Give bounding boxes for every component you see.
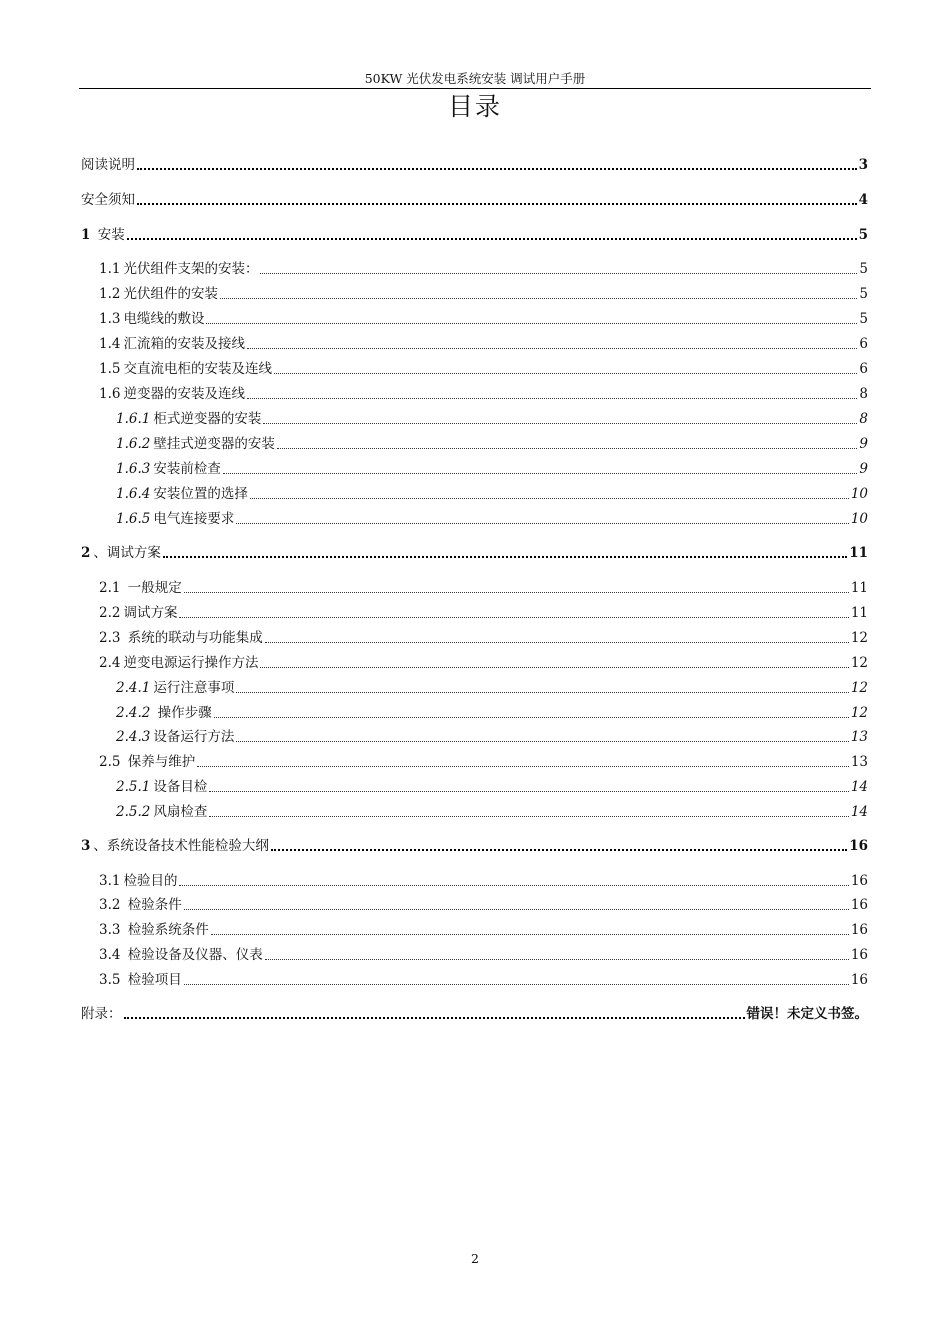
toc-entry[interactable] [99,381,868,403]
toc-entry-label: 逆变电源运行操作方法 [123,655,259,671]
toc-dot-leader [260,269,857,274]
toc-entry-page: 12 [850,680,868,696]
toc-entry-label: 附录： [81,1006,122,1022]
toc-entry-number: 2.4 [99,655,121,671]
toc-entry[interactable] [99,892,868,914]
toc-dot-leader [220,294,857,299]
toc-dot-leader [209,812,848,817]
toc-dot-leader [206,319,857,324]
toc-entry-title [116,410,261,428]
toc-entry-page: 9 [859,461,868,477]
toc-entry-number: 2.4.1 [116,680,151,696]
toc-entry-label: 汇流箱的安装及接线 [123,336,245,352]
toc-entry-title [116,510,234,528]
toc-entry-page: 13 [850,754,868,770]
toc-entry-label: 检验设备及仪器、仪表 [123,947,263,963]
toc-entry-number: 2.4.2 [116,705,151,721]
toc-dot-leader [184,588,849,593]
toc-dot-leader [250,494,849,499]
toc-entry-label: 检验条件 [123,897,182,913]
toc-entry-title [81,226,125,244]
toc-entry-title [81,544,161,562]
toc-entry-page: 16 [849,838,868,854]
toc-entry-page: 12 [850,655,868,671]
toc-dot-leader [184,905,849,910]
toc-entry[interactable] [99,749,868,771]
toc-entry-number: 1.3 [99,311,121,327]
toc-entry-page: 8 [859,386,868,402]
toc-dot-leader [184,980,849,985]
toc-dot-leader [214,713,849,718]
toc-dot-leader [247,394,857,399]
toc-entry-title [99,360,272,378]
toc-entry-title [81,1005,122,1023]
toc-entry[interactable] [81,187,868,209]
toc-entry-number: 1.2 [99,286,121,302]
toc-dot-leader [236,519,848,524]
toc-entry[interactable] [99,967,868,989]
toc-entry-number: 1.6.3 [116,461,151,477]
toc-entry-title [99,971,182,989]
toc-dot-leader [137,164,857,170]
toc-entry[interactable] [116,456,868,478]
page-title: 目录 [447,92,502,121]
toc-dot-leader [236,737,848,742]
toc-entry-label: 安全须知 [81,192,135,208]
toc-entry-label: 检验项目 [123,972,182,988]
toc-entry-number: 1.4 [99,336,121,352]
toc-entry-page: 6 [859,361,868,377]
toc-entry-label: 安装位置的选择 [153,486,248,502]
toc-entry-page: 13 [850,729,868,745]
toc-entry-page: 16 [850,897,868,913]
toc-entry[interactable] [99,306,868,328]
toc-entry-page: 16 [850,947,868,963]
toc-entry[interactable] [99,868,868,890]
toc-dot-leader [263,419,857,424]
toc-entry-title [116,679,234,697]
toc-entry-page: 11 [850,580,868,596]
toc-entry-title [99,285,218,303]
toc-dot-leader [163,552,847,558]
toc-dot-leader [197,762,849,767]
toc-entry-label: 保养与维护 [123,754,196,770]
toc-entry-number: 2.5.2 [116,804,151,820]
toc-entry-title [116,435,275,453]
toc-entry[interactable] [99,600,868,622]
toc-entry-title [99,260,258,278]
toc-dot-leader [260,663,848,668]
toc-entry-number: 1.6.4 [116,486,151,502]
toc-entry-label: 一般规定 [123,580,182,596]
toc-dot-leader [127,234,857,240]
toc-entry-number: 1.6.1 [116,411,151,427]
toc-entry-label: 光伏组件支架的安装： [123,261,259,277]
toc-dot-leader [223,469,858,474]
toc-entry-label: 系统的联动与功能集成 [123,630,263,646]
toc-entry-number: 1.6.5 [116,511,151,527]
toc-entry[interactable] [116,406,868,428]
toc-entry-number: 2.5.1 [116,779,151,795]
toc-entry-page: 14 [850,779,868,795]
toc-entry-number: 3.2 [99,897,121,913]
toc-entry-label: 检验系统条件 [123,922,209,938]
toc-entry[interactable] [99,256,868,278]
toc-entry[interactable] [81,833,868,855]
toc-entry-page: 14 [850,804,868,820]
toc-entry-label: 、系统设备技术性能检验大纲 [93,838,269,854]
toc-entry-page: 11 [849,545,868,561]
toc-entry-label: 调试方案 [123,605,178,621]
toc-dot-leader [236,688,848,693]
toc-entry[interactable] [81,540,868,562]
toc-entry-number: 1 [81,227,91,243]
toc-dot-leader [179,613,848,618]
toc-entry-number: 2.1 [99,580,121,596]
toc-dot-leader [265,955,849,960]
toc-entry-title [116,704,212,722]
toc-entry[interactable] [116,799,868,821]
toc-entry-title [99,629,263,647]
toc-entry-number: 3.4 [99,947,121,963]
toc-dot-leader [179,881,848,886]
toc-entry-title [116,728,234,746]
toc-dot-leader [271,845,847,851]
toc-entry-number: 3 [81,838,91,854]
toc-entry-title [99,654,258,672]
toc-entry-label: 阅读说明 [81,157,135,173]
toc-entry-label: 电缆线的敷设 [123,311,205,327]
toc-entry[interactable] [116,506,868,528]
toc-entry-number: 2.5 [99,754,121,770]
toc-entry[interactable] [81,152,868,174]
toc-entry[interactable] [116,431,868,453]
toc-entry-label: 壁挂式逆变器的安装 [153,436,275,452]
toc-entry-label: 操作步骤 [153,705,212,721]
toc-entry-page: 6 [859,336,868,352]
toc-entry-label: 检验目的 [123,873,178,889]
toc-dot-leader [209,787,848,792]
toc-entry-title [116,778,207,796]
toc-entry-title [99,604,177,622]
toc-entry-title [116,803,207,821]
toc-entry-title [99,896,182,914]
toc-entry-title [99,946,263,964]
toc-entry-page: 4 [858,192,868,208]
toc-entry-title [81,837,269,855]
toc-entry-title [99,310,204,328]
toc-entry-title [99,335,245,353]
toc-entry[interactable] [116,700,868,722]
toc-dot-leader [211,930,849,935]
toc-entry[interactable] [99,917,868,939]
toc-entry-number: 1.6 [99,386,121,402]
toc-entry-number: 2.4.3 [116,729,151,745]
toc-entry-label: 设备运行方法 [153,729,235,745]
toc-entry[interactable] [81,222,868,244]
toc-entry-title [116,485,248,503]
toc-entry-page: 12 [850,630,868,646]
toc-entry-title [99,385,245,403]
toc-entry[interactable] [99,575,868,597]
toc-entry[interactable] [99,281,868,303]
toc-entry-page: 5 [858,227,868,243]
toc-entry-number: 1.6.2 [116,436,151,452]
toc-entry-page: 5 [859,261,868,277]
toc-dot-leader [274,369,857,374]
toc-entry-label: 风扇检查 [153,804,208,820]
toc-entry[interactable] [99,331,868,353]
header-divider [79,88,871,89]
toc-entry-label: 电气连接要求 [153,511,235,527]
toc-dot-leader [137,199,857,205]
toc-entry-title [81,191,135,209]
toc-entry-page: 5 [859,311,868,327]
page-number: 2 [471,1251,479,1266]
toc-entry-title [99,579,182,597]
toc-entry-title [99,872,177,890]
toc-entry-page: 错误！未定义书签。 [746,1006,868,1022]
toc-entry-number: 3.3 [99,922,121,938]
running-header: 50KW 光伏发电系统安装 调试用户手册 [364,71,586,86]
toc-entry[interactable] [116,774,868,796]
toc-entry-page: 9 [859,436,868,452]
toc-entry-page: 16 [850,873,868,889]
toc-entry-page: 16 [850,922,868,938]
toc-entry-label: 设备目检 [153,779,208,795]
toc-entry[interactable] [99,356,868,378]
toc-entry[interactable] [116,675,868,697]
toc-entry-page: 16 [850,972,868,988]
toc-dot-leader [265,638,849,643]
toc-entry-label: 光伏组件的安装 [123,286,218,302]
toc-entry-number: 2.2 [99,605,121,621]
toc-entry-title [99,753,195,771]
toc-entry-label: 逆变器的安装及连线 [123,386,245,402]
toc-entry-page: 10 [850,486,868,502]
toc-entry-title [99,921,209,939]
toc-entry-page: 5 [859,286,868,302]
toc-entry-label: 柜式逆变器的安装 [153,411,262,427]
toc-entry-number: 3.5 [99,972,121,988]
toc-entry-page: 3 [858,157,868,173]
toc-entry-label: 、调试方案 [93,545,161,561]
toc-entry-number: 2.3 [99,630,121,646]
toc-entry-number: 1.5 [99,361,121,377]
toc-entry-page: 12 [850,705,868,721]
toc-entry-number: 2 [81,545,91,561]
toc-dot-leader [247,344,857,349]
toc-entry[interactable] [81,1001,868,1023]
toc-entry[interactable] [99,625,868,647]
toc-entry-page: 10 [850,511,868,527]
toc-entry-label: 交直流电柜的安装及连线 [123,361,272,377]
toc-entry-number: 1.1 [99,261,121,277]
toc-entry-title [116,460,221,478]
toc-entry[interactable] [99,942,868,964]
toc-entry[interactable] [116,724,868,746]
toc-entry[interactable] [99,650,868,672]
toc-entry-label: 运行注意事项 [153,680,235,696]
toc-entry-label: 安装 [93,227,125,243]
toc-entry-page: 8 [859,411,868,427]
toc-entry-page: 11 [850,605,868,621]
toc-entry[interactable] [116,481,868,503]
toc-entry-label: 安装前检查 [153,461,221,477]
toc-entry-title [81,156,135,174]
toc-dot-leader [277,444,858,449]
toc-entry-number: 3.1 [99,873,121,889]
toc-dot-leader [124,1013,745,1019]
